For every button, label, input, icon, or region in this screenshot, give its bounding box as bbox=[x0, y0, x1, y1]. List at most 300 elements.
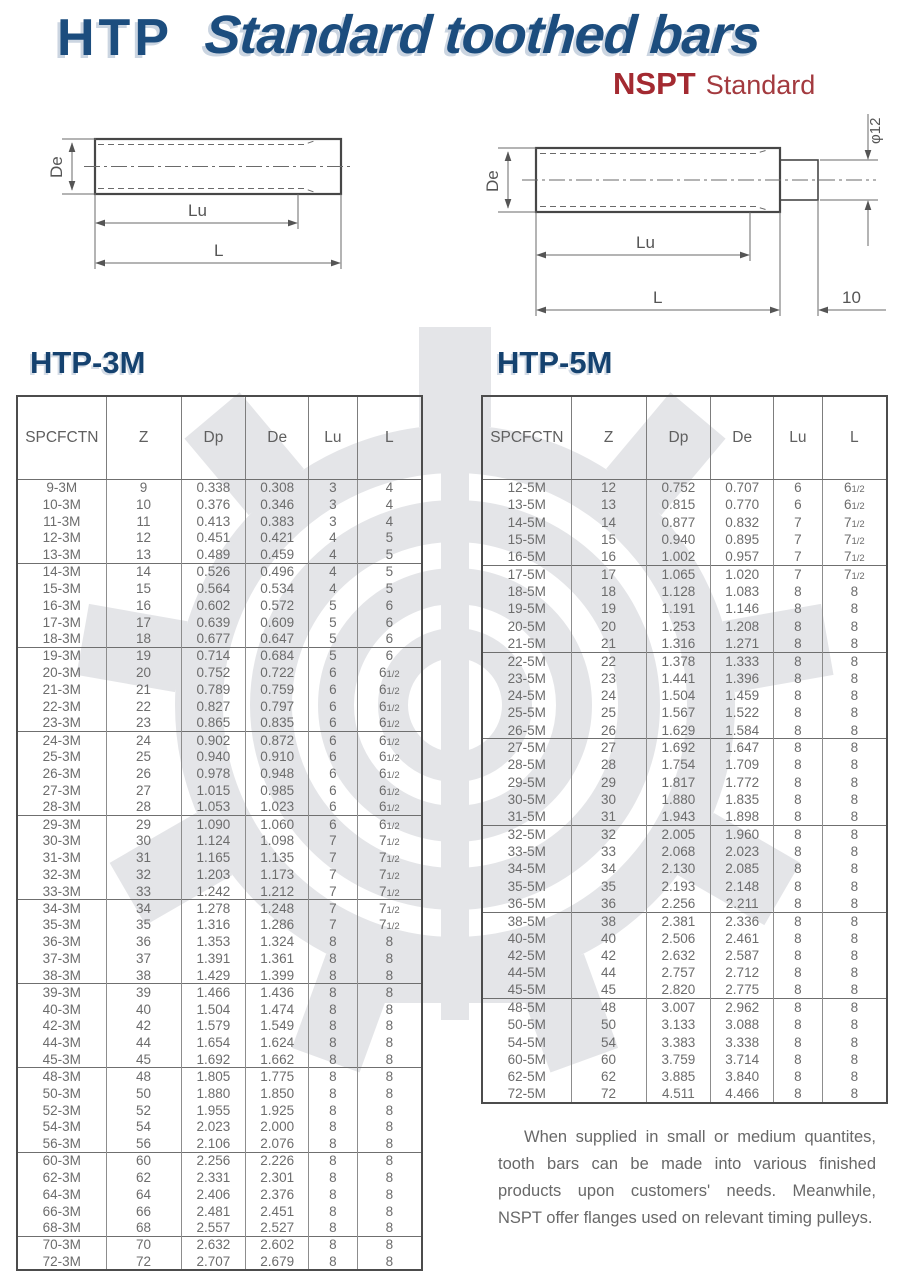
page-title: Standard toothed bars bbox=[202, 5, 763, 65]
cell: 2.707 bbox=[181, 1253, 246, 1270]
cell: 8 bbox=[309, 1236, 358, 1253]
cell: 8 bbox=[774, 722, 823, 739]
cell: 0.985 bbox=[246, 782, 309, 799]
cell: 0.707 bbox=[711, 479, 774, 496]
cell: 52 bbox=[106, 1102, 181, 1119]
cell: 0.451 bbox=[181, 529, 246, 546]
cell: 4 bbox=[309, 580, 358, 597]
table-row bbox=[17, 698, 422, 715]
cell: 30 bbox=[571, 791, 646, 808]
cell: 7 bbox=[774, 514, 823, 531]
cell: 8 bbox=[774, 739, 823, 756]
cell: 1.441 bbox=[646, 670, 711, 687]
cell: 48-3M bbox=[17, 1068, 106, 1085]
cell: 50-3M bbox=[17, 1085, 106, 1102]
cell: 34 bbox=[571, 860, 646, 877]
table-row bbox=[482, 826, 887, 843]
note-paragraph: When supplied in small or medium quantites, tooth bars can be made into various finished products upon customers' needs. Meanwhile, NSPT offer flanges used on relevant timing pulleys. bbox=[498, 1128, 876, 1227]
cell: 8 bbox=[309, 1018, 358, 1035]
cell: 0.677 bbox=[181, 630, 246, 647]
cell: 33-5M bbox=[482, 843, 571, 860]
cell: 54-3M bbox=[17, 1118, 106, 1135]
cell: 17-3M bbox=[17, 614, 106, 631]
cell: 8 bbox=[357, 1118, 422, 1135]
cell: 11-3M bbox=[17, 513, 106, 530]
cell: 70-3M bbox=[17, 1236, 106, 1253]
cell: 17 bbox=[571, 566, 646, 583]
table-row bbox=[17, 917, 422, 934]
cell: 8 bbox=[774, 878, 823, 895]
cell: 4 bbox=[309, 546, 358, 563]
cell: 8 bbox=[309, 933, 358, 950]
cell: 8 bbox=[357, 1219, 422, 1236]
cell: 61/2 bbox=[357, 681, 422, 698]
cell: 8 bbox=[774, 1068, 823, 1085]
cell: 34-5M bbox=[482, 860, 571, 877]
cell: 2.226 bbox=[246, 1152, 309, 1169]
cell: 14-5M bbox=[482, 514, 571, 531]
table-row bbox=[482, 566, 887, 583]
cell: 48 bbox=[571, 999, 646, 1016]
cell: 0.815 bbox=[646, 496, 711, 513]
cell: 52-3M bbox=[17, 1102, 106, 1119]
cell: 8 bbox=[822, 600, 887, 617]
cell: 0.338 bbox=[181, 479, 246, 496]
cell: 22-3M bbox=[17, 698, 106, 715]
table-row bbox=[17, 832, 422, 849]
dim-label-dia12: φ12 bbox=[867, 117, 884, 144]
cell: 26 bbox=[106, 765, 181, 782]
table-row bbox=[482, 548, 887, 565]
cell: 3 bbox=[309, 496, 358, 513]
cell: 15 bbox=[571, 531, 646, 548]
cell: 1.165 bbox=[181, 849, 246, 866]
table-row bbox=[482, 600, 887, 617]
cell: 2.376 bbox=[246, 1186, 309, 1203]
cell: 8 bbox=[309, 967, 358, 984]
cell: 0.759 bbox=[246, 681, 309, 698]
cell: 71/2 bbox=[822, 548, 887, 565]
cell: 1.203 bbox=[181, 866, 246, 883]
cell: 37 bbox=[106, 950, 181, 967]
cell: 1.124 bbox=[181, 832, 246, 849]
table-row bbox=[17, 580, 422, 597]
cell: 26-3M bbox=[17, 765, 106, 782]
cell: 4.466 bbox=[711, 1085, 774, 1102]
cell: 23-5M bbox=[482, 670, 571, 687]
cell: 61/2 bbox=[357, 731, 422, 748]
cell: 8 bbox=[309, 1169, 358, 1186]
cell: 30 bbox=[106, 832, 181, 849]
cell: 1.504 bbox=[181, 1001, 246, 1018]
cell: 36 bbox=[106, 933, 181, 950]
cell: 13-3M bbox=[17, 546, 106, 563]
cell: 0.534 bbox=[246, 580, 309, 597]
cell: 2.331 bbox=[181, 1169, 246, 1186]
cell: 25-3M bbox=[17, 748, 106, 765]
cell: 0.948 bbox=[246, 765, 309, 782]
table-row bbox=[17, 1152, 422, 1169]
cell: 8 bbox=[774, 600, 823, 617]
cell: 35-3M bbox=[17, 917, 106, 934]
cell: 0.722 bbox=[246, 664, 309, 681]
table-row bbox=[17, 546, 422, 563]
cell: 6 bbox=[309, 782, 358, 799]
cell: 7 bbox=[774, 531, 823, 548]
cell: 60-3M bbox=[17, 1152, 106, 1169]
cell: 72-3M bbox=[17, 1253, 106, 1270]
cell: 37-3M bbox=[17, 950, 106, 967]
table-row bbox=[482, 704, 887, 721]
cell: 1.316 bbox=[646, 635, 711, 652]
cell: 2.712 bbox=[711, 964, 774, 981]
cell: 8 bbox=[357, 1068, 422, 1085]
cell: 0.827 bbox=[181, 698, 246, 715]
cell: 8 bbox=[309, 1186, 358, 1203]
cell: 2.632 bbox=[646, 947, 711, 964]
table-row bbox=[17, 513, 422, 530]
cell: 1.459 bbox=[711, 687, 774, 704]
cell: 0.346 bbox=[246, 496, 309, 513]
cell: 0.902 bbox=[181, 731, 246, 748]
cell: 6 bbox=[309, 816, 358, 833]
cell: 1.191 bbox=[646, 600, 711, 617]
cell: 20-3M bbox=[17, 664, 106, 681]
table-row bbox=[17, 900, 422, 917]
table-row bbox=[482, 1068, 887, 1085]
section-title-htp5m: HTP-5M bbox=[497, 345, 613, 380]
cell: 61/2 bbox=[357, 698, 422, 715]
cell: 8 bbox=[774, 860, 823, 877]
table-row bbox=[17, 883, 422, 900]
col-header-lu: Lu bbox=[774, 396, 823, 479]
cell: 17-5M bbox=[482, 566, 571, 583]
cell: 71/2 bbox=[822, 566, 887, 583]
cell: 13 bbox=[106, 546, 181, 563]
cell: 70 bbox=[106, 1236, 181, 1253]
cell: 1.647 bbox=[711, 739, 774, 756]
cell: 7 bbox=[309, 883, 358, 900]
cell: 60-5M bbox=[482, 1051, 571, 1068]
table-row bbox=[17, 563, 422, 580]
cell: 8 bbox=[357, 967, 422, 984]
cell: 0.564 bbox=[181, 580, 246, 597]
cell: 2.148 bbox=[711, 878, 774, 895]
table-row bbox=[17, 529, 422, 546]
cell: 54 bbox=[106, 1118, 181, 1135]
cell: 42-5M bbox=[482, 947, 571, 964]
table-row bbox=[482, 999, 887, 1016]
cell: 1.662 bbox=[246, 1051, 309, 1068]
cell: 8 bbox=[309, 1068, 358, 1085]
cell: 8 bbox=[822, 722, 887, 739]
table-row bbox=[482, 618, 887, 635]
cell: 45 bbox=[106, 1051, 181, 1068]
cell: 1.002 bbox=[646, 548, 711, 565]
dim-label-l-right: L bbox=[653, 288, 663, 307]
col-header-de: De bbox=[711, 396, 774, 479]
cell: 8 bbox=[822, 930, 887, 947]
cell: 30-3M bbox=[17, 832, 106, 849]
table-row bbox=[17, 933, 422, 950]
cell: 8 bbox=[822, 618, 887, 635]
cell: 62 bbox=[571, 1068, 646, 1085]
cell: 8 bbox=[357, 1034, 422, 1051]
cell: 0.489 bbox=[181, 546, 246, 563]
table-row bbox=[17, 1203, 422, 1220]
cell: 50 bbox=[106, 1085, 181, 1102]
cell: 24 bbox=[106, 731, 181, 748]
section-title-htp3m: HTP-3M bbox=[30, 345, 146, 380]
cell: 1.835 bbox=[711, 791, 774, 808]
cell: 17 bbox=[106, 614, 181, 631]
cell: 0.752 bbox=[646, 479, 711, 496]
cell: 2.076 bbox=[246, 1135, 309, 1152]
cell: 5 bbox=[357, 546, 422, 563]
cell: 24 bbox=[571, 687, 646, 704]
cell: 2.130 bbox=[646, 860, 711, 877]
table-row bbox=[17, 1118, 422, 1135]
table-row bbox=[482, 583, 887, 600]
cell: 8 bbox=[822, 704, 887, 721]
cell: 8 bbox=[774, 1085, 823, 1102]
cell: 42 bbox=[106, 1018, 181, 1035]
cell: 39 bbox=[106, 984, 181, 1001]
table-row bbox=[17, 1085, 422, 1102]
cell: 0.957 bbox=[711, 548, 774, 565]
cell: 32 bbox=[571, 826, 646, 843]
table-row bbox=[482, 860, 887, 877]
cell: 8 bbox=[822, 843, 887, 860]
cell: 1.436 bbox=[246, 984, 309, 1001]
cell: 2.256 bbox=[181, 1152, 246, 1169]
table-row bbox=[482, 774, 887, 791]
cell: 8 bbox=[822, 808, 887, 825]
cell: 3.133 bbox=[646, 1016, 711, 1033]
cell: 44-5M bbox=[482, 964, 571, 981]
cell: 48 bbox=[106, 1068, 181, 1085]
cell: 12-5M bbox=[482, 479, 571, 496]
cell: 1.522 bbox=[711, 704, 774, 721]
cell: 8 bbox=[357, 1169, 422, 1186]
cell: 40-5M bbox=[482, 930, 571, 947]
col-header-l: L bbox=[357, 396, 422, 479]
cell: 5 bbox=[309, 630, 358, 647]
cell: 64 bbox=[106, 1186, 181, 1203]
cell: 6 bbox=[357, 647, 422, 664]
cell: 2.256 bbox=[646, 895, 711, 912]
cell: 8 bbox=[309, 950, 358, 967]
cell: 32 bbox=[106, 866, 181, 883]
cell: 45-5M bbox=[482, 982, 571, 999]
bar-diagram-plain bbox=[28, 103, 432, 298]
cell: 23-3M bbox=[17, 715, 106, 732]
cell: 8 bbox=[309, 1152, 358, 1169]
cell: 6 bbox=[309, 715, 358, 732]
cell: 2.211 bbox=[711, 895, 774, 912]
cell: 4 bbox=[357, 496, 422, 513]
cell: 1.378 bbox=[646, 652, 711, 669]
cell: 6 bbox=[309, 765, 358, 782]
cell: 1.466 bbox=[181, 984, 246, 1001]
cell: 61/2 bbox=[357, 765, 422, 782]
cell: 13 bbox=[571, 496, 646, 513]
cell: 2.068 bbox=[646, 843, 711, 860]
cell: 0.797 bbox=[246, 698, 309, 715]
cell: 8 bbox=[774, 999, 823, 1016]
table-row bbox=[17, 1219, 422, 1236]
cell: 1.567 bbox=[646, 704, 711, 721]
cell: 1.943 bbox=[646, 808, 711, 825]
cell: 6 bbox=[309, 799, 358, 816]
cell: 33-3M bbox=[17, 883, 106, 900]
cell: 48-5M bbox=[482, 999, 571, 1016]
cell: 1.960 bbox=[711, 826, 774, 843]
cell: 0.308 bbox=[246, 479, 309, 496]
cell: 8 bbox=[309, 1034, 358, 1051]
cell: 1.361 bbox=[246, 950, 309, 967]
cell: 5 bbox=[309, 614, 358, 631]
dim-label-lu-left: Lu bbox=[188, 201, 207, 220]
cell: 6 bbox=[309, 664, 358, 681]
cell: 72 bbox=[571, 1085, 646, 1102]
cell: 1.208 bbox=[711, 618, 774, 635]
table-row bbox=[17, 614, 422, 631]
cell: 22 bbox=[106, 698, 181, 715]
cell: 2.000 bbox=[246, 1118, 309, 1135]
cell: 4 bbox=[309, 563, 358, 580]
cell: 1.579 bbox=[181, 1018, 246, 1035]
table-row bbox=[17, 715, 422, 732]
cell: 1.474 bbox=[246, 1001, 309, 1018]
cell: 2.602 bbox=[246, 1236, 309, 1253]
cell: 0.383 bbox=[246, 513, 309, 530]
cell: 4.511 bbox=[646, 1085, 711, 1102]
table-row bbox=[482, 687, 887, 704]
cell: 1.925 bbox=[246, 1102, 309, 1119]
cell: 8 bbox=[774, 895, 823, 912]
cell: 2.005 bbox=[646, 826, 711, 843]
table-row bbox=[17, 1068, 422, 1085]
cell: 39-3M bbox=[17, 984, 106, 1001]
cell: 1.850 bbox=[246, 1085, 309, 1102]
cell: 12 bbox=[571, 479, 646, 496]
cell: 44 bbox=[571, 964, 646, 981]
cell: 62 bbox=[106, 1169, 181, 1186]
table-row bbox=[17, 1135, 422, 1152]
cell: 61/2 bbox=[357, 664, 422, 681]
cell: 1.090 bbox=[181, 816, 246, 833]
cell: 40-3M bbox=[17, 1001, 106, 1018]
col-header-dp: Dp bbox=[181, 396, 246, 479]
cell: 8 bbox=[822, 635, 887, 652]
cell: 1.065 bbox=[646, 566, 711, 583]
cell: 11 bbox=[106, 513, 181, 530]
table-row bbox=[17, 1102, 422, 1119]
cell: 34 bbox=[106, 900, 181, 917]
cell: 25 bbox=[571, 704, 646, 721]
cell: 32-5M bbox=[482, 826, 571, 843]
cell: 8 bbox=[822, 791, 887, 808]
cell: 2.336 bbox=[711, 912, 774, 929]
table-row bbox=[482, 982, 887, 999]
cell: 8 bbox=[774, 670, 823, 687]
cell: 0.770 bbox=[711, 496, 774, 513]
cell: 18 bbox=[106, 630, 181, 647]
cell: 8 bbox=[309, 1203, 358, 1220]
cell: 40 bbox=[571, 930, 646, 947]
cell: 2.193 bbox=[646, 878, 711, 895]
table-row bbox=[17, 681, 422, 698]
spec-table-htp3m bbox=[16, 395, 423, 1271]
cell: 72-5M bbox=[482, 1085, 571, 1102]
cell: 8 bbox=[774, 964, 823, 981]
cell: 8 bbox=[309, 1135, 358, 1152]
cell: 0.835 bbox=[246, 715, 309, 732]
cell: 0.940 bbox=[646, 531, 711, 548]
cell: 1.333 bbox=[711, 652, 774, 669]
cell: 8 bbox=[822, 1034, 887, 1051]
cell: 4 bbox=[357, 513, 422, 530]
cell: 0.872 bbox=[246, 731, 309, 748]
table-row bbox=[17, 1236, 422, 1253]
cell: 1.271 bbox=[711, 635, 774, 652]
cell: 2.406 bbox=[181, 1186, 246, 1203]
cell: 28 bbox=[571, 756, 646, 773]
cell: 29 bbox=[106, 816, 181, 833]
cell: 8 bbox=[774, 1051, 823, 1068]
cell: 2.301 bbox=[246, 1169, 309, 1186]
cell: 10-3M bbox=[17, 496, 106, 513]
table-row bbox=[482, 808, 887, 825]
table-row bbox=[17, 1034, 422, 1051]
cell: 6 bbox=[309, 681, 358, 698]
cell: 32-3M bbox=[17, 866, 106, 883]
table-row bbox=[482, 1085, 887, 1102]
cell: 0.895 bbox=[711, 531, 774, 548]
cell: 44 bbox=[106, 1034, 181, 1051]
cell: 1.060 bbox=[246, 816, 309, 833]
cell: 1.020 bbox=[711, 566, 774, 583]
cell: 1.817 bbox=[646, 774, 711, 791]
table-row bbox=[17, 816, 422, 833]
cell: 71/2 bbox=[822, 531, 887, 548]
cell: 21-5M bbox=[482, 635, 571, 652]
cell: 8 bbox=[822, 1016, 887, 1033]
cell: 40 bbox=[106, 1001, 181, 1018]
cell: 1.504 bbox=[646, 687, 711, 704]
cell: 12-3M bbox=[17, 529, 106, 546]
col-header-z: Z bbox=[106, 396, 181, 479]
cell: 8 bbox=[309, 1118, 358, 1135]
cell: 8 bbox=[309, 1001, 358, 1018]
cell: 6 bbox=[774, 496, 823, 513]
cell: 0.789 bbox=[181, 681, 246, 698]
table-row bbox=[17, 1253, 422, 1270]
cell: 61/2 bbox=[357, 715, 422, 732]
cell: 8 bbox=[774, 687, 823, 704]
cell: 0.910 bbox=[246, 748, 309, 765]
cell: 8 bbox=[774, 982, 823, 999]
cell: 54-5M bbox=[482, 1034, 571, 1051]
cell: 8 bbox=[357, 1001, 422, 1018]
cell: 19-5M bbox=[482, 600, 571, 617]
cell: 10 bbox=[106, 496, 181, 513]
cell: 6 bbox=[309, 731, 358, 748]
cell: 28 bbox=[106, 799, 181, 816]
cell: 8 bbox=[822, 878, 887, 895]
cell: 8 bbox=[822, 964, 887, 981]
